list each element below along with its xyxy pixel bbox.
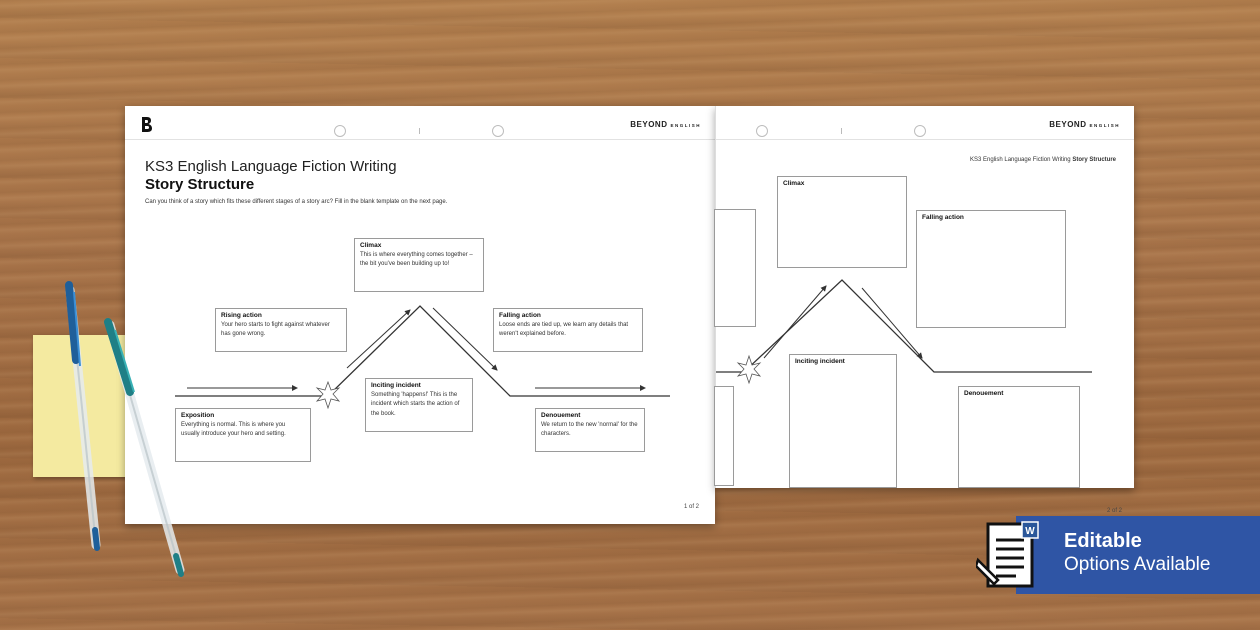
inciting-incident-box: Inciting incident Something 'happens!' This is the incident which starts the action of the book.	[365, 378, 473, 432]
rising-action-box: Rising action Your hero starts to fight against whatever has gone wrong.	[215, 308, 347, 352]
denouement-box: Denouement We return to the new 'normal' for the characters.	[535, 408, 645, 452]
brand-wordmark: BEYOND ENGLISH	[1049, 120, 1120, 129]
climax-box: Climax This is where everything comes together – the bit you've been building up to!	[354, 238, 484, 292]
page-subtitle: KS3 English Language Fiction Writing Story Structure	[970, 157, 1116, 163]
falling-action-template-box: Falling action	[916, 210, 1066, 328]
pen-right-icon	[108, 322, 181, 574]
falling-action-box: Falling action Loose ends are tied up, we learn any details that weren't explained before.	[493, 308, 643, 352]
worksheet-title: KS3 English Language Fiction Writing	[145, 158, 397, 175]
svg-text:W: W	[1025, 526, 1035, 537]
worksheet-instructions: Can you think of a story which fits these different stages of a story arc? Fill in the blank template on the next page.	[145, 199, 448, 205]
climax-template-box: Climax	[777, 176, 907, 268]
denouement-template-box: Denouement	[958, 386, 1080, 488]
badge-subtitle: Options Available	[1064, 554, 1211, 575]
exposition-box: Exposition Everything is normal. This is where you usually introduce your hero and setting.	[175, 408, 311, 462]
inciting-incident-template-box: Inciting incident	[789, 354, 897, 488]
pen-left-icon	[69, 285, 97, 548]
badge-title: Editable	[1064, 530, 1142, 552]
editable-options-badge[interactable]	[1016, 516, 1260, 594]
page-number: 2 of 2	[1106, 508, 1122, 514]
worksheet-subtitle: Story Structure	[145, 176, 255, 193]
word-document-icon	[976, 520, 1040, 592]
brand-wordmark: BEYOND ENGLISH	[630, 120, 701, 129]
page-number: 1 of 2	[683, 504, 699, 510]
